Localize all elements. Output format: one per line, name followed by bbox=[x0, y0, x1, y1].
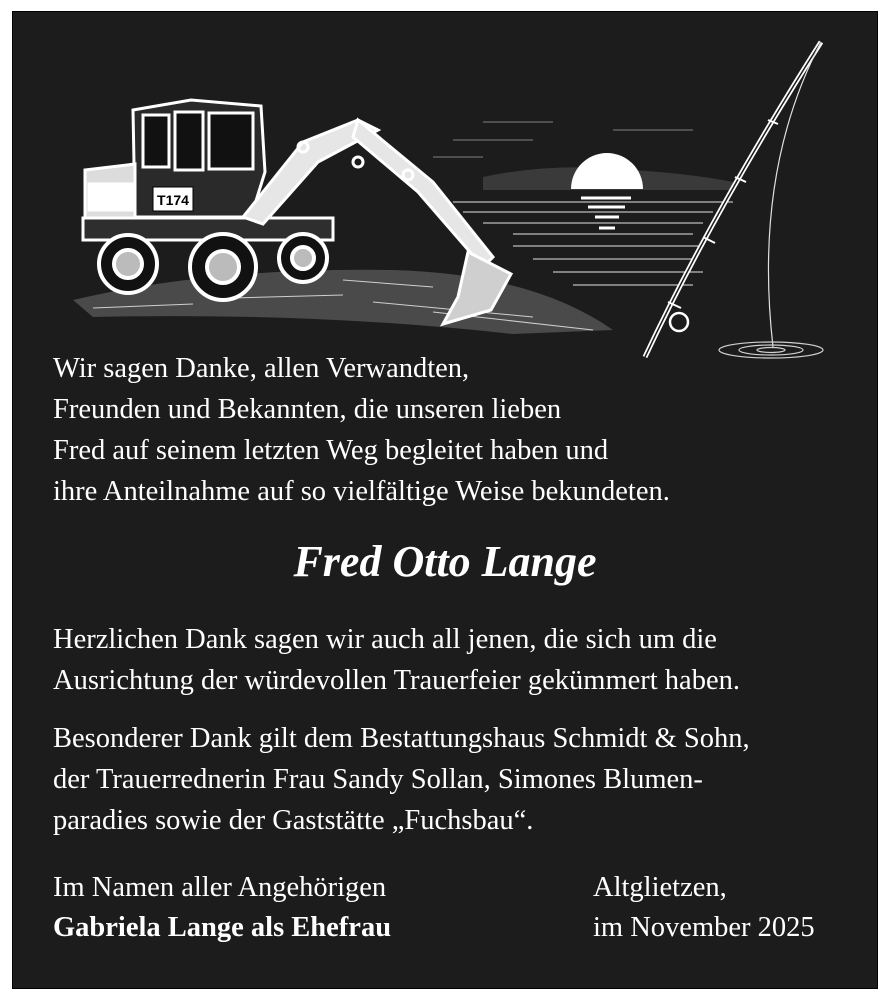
thanks-special-text: Besonderer Dank gilt dem Bestattungshaus Schmidt & Sohn, der Trauerrednerin Frau Sandy Sollan, Simones Blumen- paradies sowie der Gaststätte „Fuchsbau“. bbox=[53, 723, 750, 836]
obituary-card bbox=[12, 11, 878, 989]
svg-text:T174: T174 bbox=[157, 192, 189, 208]
illustration bbox=[13, 12, 878, 362]
fishing-rod-icon bbox=[645, 42, 823, 358]
intro-text: Wir sagen Danke, allen Verwandten, Freunden und Bekannten, die unseren lieben Fred auf seinem letzten Weg begleitet haben und ihre Anteilnahme auf so vielfältige Weise bekundeten. bbox=[53, 353, 670, 507]
signature-line-1: Im Namen aller Angehörigen bbox=[53, 872, 387, 903]
date-text: im November 2025 bbox=[593, 912, 815, 943]
signature-line-2: Gabriela Lange als Ehefrau bbox=[53, 912, 392, 943]
thanks-ceremony-text: Herzlichen Dank sagen wir auch all jenen, die sich um die Ausrichtung der würdevollen Trauerfeier gekümmert haben. bbox=[53, 624, 740, 696]
deceased-name: Fred Otto Lange bbox=[293, 537, 597, 586]
place-text: Altglietzen, bbox=[593, 872, 727, 903]
